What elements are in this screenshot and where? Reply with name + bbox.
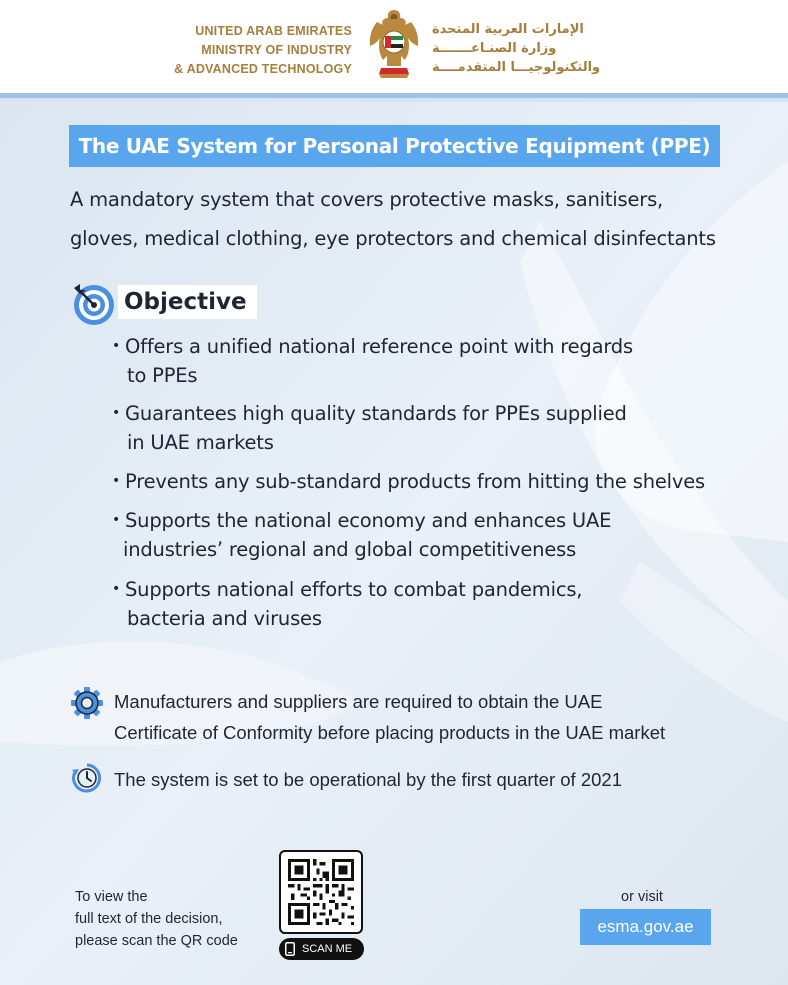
intro-text (70, 180, 770, 258)
objective-item (112, 467, 705, 496)
ministry-name-en-line-2: MINISTRY OF INDUSTRY (201, 43, 352, 57)
or-visit-label: or visit (621, 889, 663, 905)
objective-item-line: industries’ regional and global competitiveness (123, 538, 577, 561)
ministry-name-ar-line-1: الإمارات العربية المتحدة (432, 22, 584, 37)
objective-item (112, 332, 633, 390)
qr-code[interactable] (279, 850, 363, 934)
scan-instructions-line-1: To view the (75, 889, 148, 905)
page-title: The UAE System for Personal Protective Equipment (PPE) (69, 125, 720, 167)
ministry-header (0, 0, 788, 93)
scan-me-badge (279, 938, 364, 960)
ministry-name-en-line-1: UNITED ARAB EMIRATES (195, 24, 352, 38)
ministry-name-ar-line-3: والتكنولوجيـــا المتقدمــــة (432, 60, 601, 75)
objective-item-line: Supports the national economy and enhances UAE (125, 509, 612, 532)
objective-item-line: in UAE markets (127, 431, 274, 454)
bullet-dot: • (112, 338, 121, 354)
bullet-dot: • (112, 581, 121, 597)
objective-item-line: bacteria and viruses (127, 607, 322, 630)
bullet-dot: • (112, 473, 121, 489)
objective-item-line: Offers a unified national reference point with regards (125, 335, 633, 358)
gear-icon (70, 686, 104, 720)
scan-me-label: SCAN ME (302, 943, 353, 955)
bullet-dot: • (112, 405, 121, 421)
intro-line-2: gloves, medical clothing, eye protectors and chemical disinfectants (70, 227, 716, 250)
certificate-note (114, 686, 754, 748)
bullet-dot: • (112, 512, 121, 528)
certificate-note-line-2: Certificate of Conformity before placing products in the UAE market (114, 722, 666, 743)
target-icon (70, 280, 118, 328)
certificate-note-line-1: Manufacturers and suppliers are required to obtain the UAE (114, 691, 603, 712)
ministry-name-english (174, 22, 352, 79)
ministry-name-en-line-3: & ADVANCED TECHNOLOGY (174, 62, 352, 76)
objective-item (112, 506, 611, 564)
scan-instructions-line-2: full text of the decision, (75, 911, 223, 927)
qr-code-icon (288, 859, 354, 925)
objective-heading: Objective (118, 285, 257, 319)
uae-emblem-icon (363, 6, 425, 86)
clock-icon (71, 762, 103, 794)
objective-item-line: Prevents any sub-standard products from hitting the shelves (125, 470, 705, 493)
website-link[interactable]: esma.gov.ae (580, 909, 711, 945)
ministry-name-arabic (432, 20, 600, 77)
objective-item (112, 399, 627, 457)
intro-line-1: A mandatory system that covers protective masks, sanitisers, (70, 188, 664, 211)
phone-icon (285, 942, 295, 956)
objective-item-line: Guarantees high quality standards for PPEs supplied (125, 402, 627, 425)
objective-item (112, 575, 582, 633)
scan-instructions (75, 886, 275, 952)
objective-item-line: to PPEs (127, 364, 198, 387)
ministry-name-ar-line-2: وزارة الصنـاعـــــــة (432, 41, 557, 56)
objective-item-line: Supports national efforts to combat pandemics, (125, 578, 583, 601)
scan-instructions-line-3: please scan the QR code (75, 933, 238, 949)
timeline-note: The system is set to be operational by the first quarter of 2021 (114, 769, 622, 790)
